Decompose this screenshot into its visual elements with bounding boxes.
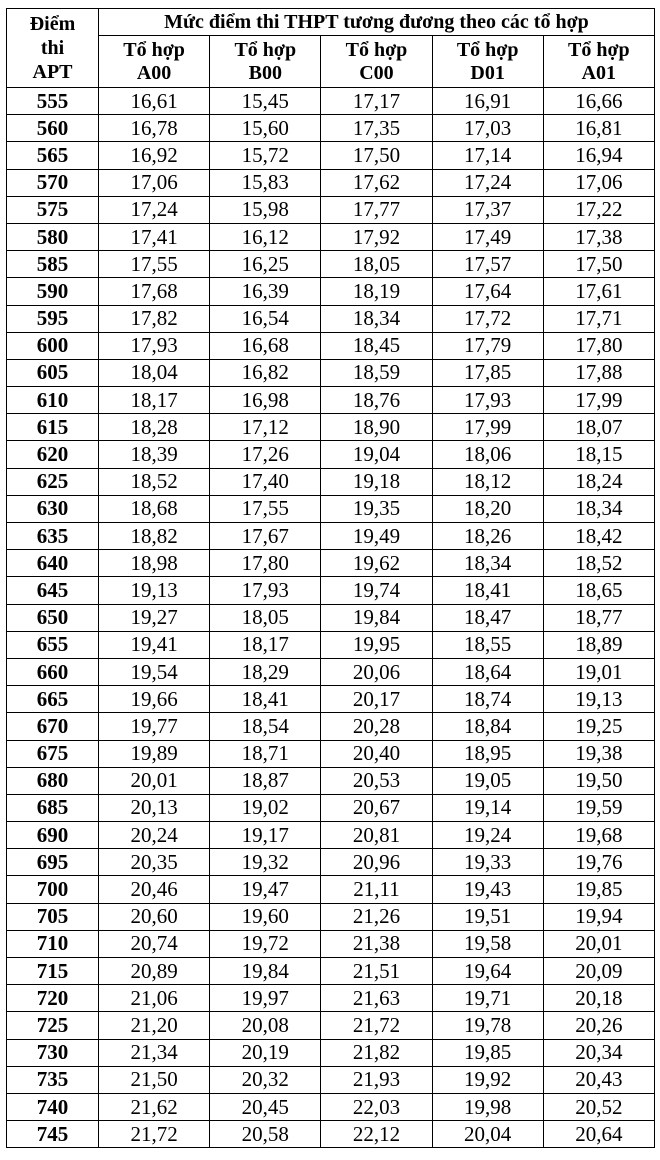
table-row xyxy=(7,958,655,985)
equivalent-score-cell: 20,24 xyxy=(99,822,210,849)
equivalent-score-cell: 20,19 xyxy=(210,1039,321,1066)
apt-score-cell: 585 xyxy=(7,251,99,278)
equivalent-score-cell: 18,06 xyxy=(432,441,543,468)
equivalent-score-cell: 18,52 xyxy=(543,550,654,577)
apt-score-cell: 735 xyxy=(7,1066,99,1093)
apt-score-cell: 620 xyxy=(7,441,99,468)
table-row xyxy=(7,1012,655,1039)
equivalent-score-cell: 17,85 xyxy=(432,359,543,386)
equivalent-score-cell: 15,60 xyxy=(210,115,321,142)
equivalent-score-cell: 19,94 xyxy=(543,903,654,930)
equivalent-score-cell: 19,59 xyxy=(543,794,654,821)
equivalent-score-cell: 17,92 xyxy=(321,223,432,250)
table-row xyxy=(7,550,655,577)
equivalent-score-cell: 17,35 xyxy=(321,115,432,142)
equivalent-score-cell: 18,19 xyxy=(321,278,432,305)
equivalent-score-cell: 18,64 xyxy=(432,658,543,685)
equivalent-score-cell: 18,41 xyxy=(432,577,543,604)
equivalent-score-cell: 16,82 xyxy=(210,359,321,386)
equivalent-score-cell: 17,14 xyxy=(432,142,543,169)
equivalent-score-cell: 17,68 xyxy=(99,278,210,305)
equivalent-score-cell: 20,74 xyxy=(99,930,210,957)
equivalent-score-cell: 20,60 xyxy=(99,903,210,930)
equivalent-score-cell: 17,64 xyxy=(432,278,543,305)
table-row xyxy=(7,740,655,767)
equivalent-score-cell: 16,54 xyxy=(210,305,321,332)
equivalent-score-cell: 15,45 xyxy=(210,88,321,115)
equivalent-score-cell: 18,29 xyxy=(210,658,321,685)
equivalent-score-cell: 18,04 xyxy=(99,359,210,386)
equivalent-score-cell: 19,49 xyxy=(321,523,432,550)
equivalent-score-cell: 17,12 xyxy=(210,414,321,441)
equivalent-score-cell: 20,01 xyxy=(543,930,654,957)
equivalent-score-cell: 15,83 xyxy=(210,169,321,196)
table-row xyxy=(7,359,655,386)
apt-score-cell: 600 xyxy=(7,332,99,359)
equivalent-score-cell: 22,03 xyxy=(321,1093,432,1120)
table-row xyxy=(7,278,655,305)
equivalent-score-cell: 20,34 xyxy=(543,1039,654,1066)
table-row xyxy=(7,658,655,685)
equivalent-score-cell: 18,77 xyxy=(543,604,654,631)
equivalent-score-cell: 19,76 xyxy=(543,849,654,876)
equivalent-score-cell: 19,85 xyxy=(432,1039,543,1066)
equivalent-score-cell: 19,60 xyxy=(210,903,321,930)
apt-score-cell: 720 xyxy=(7,985,99,1012)
equivalent-score-cell: 19,78 xyxy=(432,1012,543,1039)
equivalent-score-cell: 20,67 xyxy=(321,794,432,821)
equivalent-score-cell: 19,74 xyxy=(321,577,432,604)
combo-header-a01: Tổ hợp A01 xyxy=(543,36,654,88)
equivalent-score-cell: 17,57 xyxy=(432,251,543,278)
equivalent-score-cell: 19,35 xyxy=(321,495,432,522)
equivalent-score-cell: 17,72 xyxy=(432,305,543,332)
equivalent-score-cell: 16,91 xyxy=(432,88,543,115)
equivalent-score-cell: 18,55 xyxy=(432,631,543,658)
apt-score-cell: 700 xyxy=(7,876,99,903)
equivalent-score-cell: 19,13 xyxy=(543,686,654,713)
equivalent-score-cell: 16,94 xyxy=(543,142,654,169)
equivalent-score-cell: 19,51 xyxy=(432,903,543,930)
equivalent-score-cell: 20,46 xyxy=(99,876,210,903)
equivalent-score-cell: 19,25 xyxy=(543,713,654,740)
apt-score-cell: 610 xyxy=(7,387,99,414)
apt-score-cell: 695 xyxy=(7,849,99,876)
equivalent-score-cell: 20,06 xyxy=(321,658,432,685)
apt-score-cell: 570 xyxy=(7,169,99,196)
equivalent-score-cell: 18,84 xyxy=(432,713,543,740)
equivalent-score-cell: 18,17 xyxy=(99,387,210,414)
equivalent-score-cell: 20,01 xyxy=(99,767,210,794)
equivalent-score-cell: 18,20 xyxy=(432,495,543,522)
equivalent-score-cell: 17,38 xyxy=(543,223,654,250)
combo-header-d01: Tổ hợp D01 xyxy=(432,36,543,88)
table-row xyxy=(7,849,655,876)
equivalent-score-cell: 22,12 xyxy=(321,1121,432,1148)
equivalent-score-cell: 20,26 xyxy=(543,1012,654,1039)
equivalent-score-cell: 20,64 xyxy=(543,1121,654,1148)
table-row xyxy=(7,523,655,550)
apt-score-cell: 555 xyxy=(7,88,99,115)
equivalent-score-cell: 17,80 xyxy=(543,332,654,359)
equivalent-score-cell: 20,09 xyxy=(543,958,654,985)
apt-score-cell: 680 xyxy=(7,767,99,794)
equivalent-score-cell: 19,98 xyxy=(432,1093,543,1120)
equivalent-score-cell: 18,05 xyxy=(321,251,432,278)
equivalent-score-cell: 17,17 xyxy=(321,88,432,115)
equivalent-score-cell: 18,15 xyxy=(543,441,654,468)
equivalent-score-cell: 17,93 xyxy=(432,387,543,414)
equivalent-score-cell: 19,68 xyxy=(543,822,654,849)
equivalent-score-cell: 20,43 xyxy=(543,1066,654,1093)
apt-score-cell: 710 xyxy=(7,930,99,957)
equivalent-score-cell: 20,28 xyxy=(321,713,432,740)
equivalent-score-cell: 19,95 xyxy=(321,631,432,658)
equivalent-score-cell: 17,82 xyxy=(99,305,210,332)
equivalent-score-cell: 21,26 xyxy=(321,903,432,930)
equivalent-score-cell: 19,32 xyxy=(210,849,321,876)
apt-score-cell: 690 xyxy=(7,822,99,849)
table-row xyxy=(7,332,655,359)
equivalent-score-cell: 19,18 xyxy=(321,468,432,495)
equivalent-score-cell: 18,34 xyxy=(432,550,543,577)
equivalent-score-cell: 17,77 xyxy=(321,196,432,223)
equivalent-score-cell: 19,43 xyxy=(432,876,543,903)
equivalent-score-cell: 19,84 xyxy=(210,958,321,985)
equivalent-score-cell: 18,34 xyxy=(543,495,654,522)
table-row xyxy=(7,577,655,604)
equivalent-score-cell: 18,45 xyxy=(321,332,432,359)
apt-score-cell: 635 xyxy=(7,523,99,550)
combo-header-c00: Tổ hợp C00 xyxy=(321,36,432,88)
table-row xyxy=(7,604,655,631)
equivalent-score-cell: 19,72 xyxy=(210,930,321,957)
equivalent-score-cell: 21,63 xyxy=(321,985,432,1012)
equivalent-score-cell: 20,35 xyxy=(99,849,210,876)
equivalent-score-cell: 18,87 xyxy=(210,767,321,794)
equivalent-score-cell: 16,61 xyxy=(99,88,210,115)
table-row xyxy=(7,169,655,196)
apt-score-cell: 645 xyxy=(7,577,99,604)
equivalent-score-cell: 17,49 xyxy=(432,223,543,250)
equivalent-score-cell: 19,01 xyxy=(543,658,654,685)
equivalent-score-cell: 19,71 xyxy=(432,985,543,1012)
equivalent-score-cell: 21,34 xyxy=(99,1039,210,1066)
equivalent-score-cell: 17,88 xyxy=(543,359,654,386)
table-row xyxy=(7,686,655,713)
equivalent-score-cell: 18,68 xyxy=(99,495,210,522)
equivalent-score-cell: 18,54 xyxy=(210,713,321,740)
apt-score-cell: 670 xyxy=(7,713,99,740)
equivalent-score-cell: 19,54 xyxy=(99,658,210,685)
equivalent-score-cell: 18,26 xyxy=(432,523,543,550)
table-row xyxy=(7,1121,655,1148)
equivalent-score-cell: 17,79 xyxy=(432,332,543,359)
equivalent-score-cell: 20,58 xyxy=(210,1121,321,1148)
equivalent-score-cell: 19,97 xyxy=(210,985,321,1012)
equivalent-score-cell: 16,78 xyxy=(99,115,210,142)
equivalent-score-cell: 19,92 xyxy=(432,1066,543,1093)
equivalent-score-cell: 16,98 xyxy=(210,387,321,414)
equivalent-score-cell: 19,50 xyxy=(543,767,654,794)
equivalent-score-cell: 19,84 xyxy=(321,604,432,631)
table-row xyxy=(7,223,655,250)
equivalent-score-cell: 17,26 xyxy=(210,441,321,468)
equivalent-score-cell: 20,13 xyxy=(99,794,210,821)
equivalent-score-cell: 17,37 xyxy=(432,196,543,223)
equivalent-score-cell: 18,76 xyxy=(321,387,432,414)
equivalent-score-cell: 16,81 xyxy=(543,115,654,142)
equivalent-score-cell: 17,71 xyxy=(543,305,654,332)
equivalent-score-cell: 21,20 xyxy=(99,1012,210,1039)
equivalent-score-cell: 21,72 xyxy=(321,1012,432,1039)
equivalent-score-cell: 20,17 xyxy=(321,686,432,713)
equivalent-score-cell: 19,14 xyxy=(432,794,543,821)
apt-score-cell: 660 xyxy=(7,658,99,685)
equivalent-score-cell: 17,62 xyxy=(321,169,432,196)
equivalent-score-cell: 16,12 xyxy=(210,223,321,250)
equivalent-score-cell: 17,22 xyxy=(543,196,654,223)
equivalent-score-cell: 19,33 xyxy=(432,849,543,876)
equivalent-score-cell: 17,61 xyxy=(543,278,654,305)
equivalent-score-cell: 19,85 xyxy=(543,876,654,903)
apt-score-header xyxy=(7,9,99,88)
table-row xyxy=(7,985,655,1012)
equivalent-score-cell: 19,02 xyxy=(210,794,321,821)
table-row xyxy=(7,822,655,849)
apt-score-cell: 625 xyxy=(7,468,99,495)
apt-score-cell: 705 xyxy=(7,903,99,930)
equivalent-score-cell: 20,81 xyxy=(321,822,432,849)
equivalent-score-cell: 19,64 xyxy=(432,958,543,985)
apt-score-cell: 665 xyxy=(7,686,99,713)
equivalent-score-cell: 21,11 xyxy=(321,876,432,903)
equivalent-score-cell: 19,27 xyxy=(99,604,210,631)
equivalent-score-cell: 17,06 xyxy=(99,169,210,196)
equivalent-score-cell: 18,41 xyxy=(210,686,321,713)
equivalent-score-cell: 21,93 xyxy=(321,1066,432,1093)
equivalent-score-cell: 18,90 xyxy=(321,414,432,441)
equivalent-score-cell: 19,17 xyxy=(210,822,321,849)
equivalent-score-cell: 18,28 xyxy=(99,414,210,441)
combo-header-a00: Tổ hợp A00 xyxy=(99,36,210,88)
equivalent-score-cell: 19,58 xyxy=(432,930,543,957)
equivalent-score-cell: 18,24 xyxy=(543,468,654,495)
equivalent-score-cell: 17,50 xyxy=(543,251,654,278)
table-row xyxy=(7,142,655,169)
equivalent-score-cell: 19,38 xyxy=(543,740,654,767)
equivalent-score-cell: 17,55 xyxy=(210,495,321,522)
table-row xyxy=(7,1066,655,1093)
equivalent-score-cell: 18,98 xyxy=(99,550,210,577)
equivalent-score-cell: 17,99 xyxy=(432,414,543,441)
apt-score-cell: 655 xyxy=(7,631,99,658)
equivalent-score-cell: 15,98 xyxy=(210,196,321,223)
equivalent-score-cell: 17,67 xyxy=(210,523,321,550)
equivalent-score-cell: 17,93 xyxy=(99,332,210,359)
equivalent-score-cell: 19,62 xyxy=(321,550,432,577)
equivalent-score-cell: 18,71 xyxy=(210,740,321,767)
equivalent-score-cell: 19,66 xyxy=(99,686,210,713)
apt-score-cell: 725 xyxy=(7,1012,99,1039)
equivalent-score-cell: 21,82 xyxy=(321,1039,432,1066)
table-row xyxy=(7,414,655,441)
combo-group-header: Mức điểm thi THPT tương đương theo các tổ hợp xyxy=(99,9,655,36)
apt-header-line: APT xyxy=(32,61,73,83)
equivalent-score-cell: 18,39 xyxy=(99,441,210,468)
equivalent-score-cell: 18,12 xyxy=(432,468,543,495)
equivalent-score-cell: 20,04 xyxy=(432,1121,543,1148)
equivalent-score-cell: 19,13 xyxy=(99,577,210,604)
equivalent-score-cell: 21,62 xyxy=(99,1093,210,1120)
equivalent-score-cell: 19,04 xyxy=(321,441,432,468)
equivalent-score-cell: 20,53 xyxy=(321,767,432,794)
apt-score-cell: 580 xyxy=(7,223,99,250)
table-row xyxy=(7,495,655,522)
table-row xyxy=(7,115,655,142)
equivalent-score-cell: 19,41 xyxy=(99,631,210,658)
equivalent-score-cell: 18,82 xyxy=(99,523,210,550)
apt-score-cell: 560 xyxy=(7,115,99,142)
equivalent-score-cell: 21,38 xyxy=(321,930,432,957)
score-conversion-table xyxy=(6,8,655,1148)
equivalent-score-cell: 17,99 xyxy=(543,387,654,414)
table-body xyxy=(7,88,655,1148)
table-row xyxy=(7,468,655,495)
equivalent-score-cell: 16,66 xyxy=(543,88,654,115)
apt-score-cell: 590 xyxy=(7,278,99,305)
equivalent-score-cell: 20,08 xyxy=(210,1012,321,1039)
equivalent-score-cell: 18,52 xyxy=(99,468,210,495)
apt-score-cell: 575 xyxy=(7,196,99,223)
table-row xyxy=(7,876,655,903)
equivalent-score-cell: 17,50 xyxy=(321,142,432,169)
equivalent-score-cell: 20,96 xyxy=(321,849,432,876)
equivalent-score-cell: 20,18 xyxy=(543,985,654,1012)
apt-score-cell: 640 xyxy=(7,550,99,577)
table-row xyxy=(7,1039,655,1066)
equivalent-score-cell: 19,77 xyxy=(99,713,210,740)
table-row xyxy=(7,251,655,278)
apt-score-cell: 565 xyxy=(7,142,99,169)
table-row xyxy=(7,305,655,332)
apt-header-line: Điểm xyxy=(29,13,76,35)
equivalent-score-cell: 18,95 xyxy=(432,740,543,767)
table-row xyxy=(7,88,655,115)
apt-header-line: thi xyxy=(40,37,65,59)
equivalent-score-cell: 17,06 xyxy=(543,169,654,196)
table-row xyxy=(7,794,655,821)
equivalent-score-cell: 18,89 xyxy=(543,631,654,658)
equivalent-score-cell: 16,92 xyxy=(99,142,210,169)
equivalent-score-cell: 17,40 xyxy=(210,468,321,495)
table-row xyxy=(7,903,655,930)
equivalent-score-cell: 18,47 xyxy=(432,604,543,631)
equivalent-score-cell: 17,24 xyxy=(99,196,210,223)
equivalent-score-cell: 19,89 xyxy=(99,740,210,767)
table-row xyxy=(7,441,655,468)
apt-score-cell: 745 xyxy=(7,1121,99,1148)
apt-score-cell: 630 xyxy=(7,495,99,522)
equivalent-score-cell: 18,74 xyxy=(432,686,543,713)
equivalent-score-cell: 18,05 xyxy=(210,604,321,631)
apt-score-cell: 675 xyxy=(7,740,99,767)
table-row xyxy=(7,767,655,794)
table-row xyxy=(7,713,655,740)
apt-score-cell: 595 xyxy=(7,305,99,332)
equivalent-score-cell: 18,34 xyxy=(321,305,432,332)
equivalent-score-cell: 21,51 xyxy=(321,958,432,985)
equivalent-score-cell: 18,59 xyxy=(321,359,432,386)
equivalent-score-cell: 19,24 xyxy=(432,822,543,849)
apt-score-cell: 615 xyxy=(7,414,99,441)
equivalent-score-cell: 16,68 xyxy=(210,332,321,359)
equivalent-score-cell: 17,93 xyxy=(210,577,321,604)
apt-score-cell: 685 xyxy=(7,794,99,821)
equivalent-score-cell: 20,40 xyxy=(321,740,432,767)
equivalent-score-cell: 21,50 xyxy=(99,1066,210,1093)
table-row xyxy=(7,387,655,414)
equivalent-score-cell: 18,17 xyxy=(210,631,321,658)
table-row xyxy=(7,196,655,223)
equivalent-score-cell: 17,24 xyxy=(432,169,543,196)
equivalent-score-cell: 21,72 xyxy=(99,1121,210,1148)
equivalent-score-cell: 19,05 xyxy=(432,767,543,794)
equivalent-score-cell: 20,52 xyxy=(543,1093,654,1120)
combo-header-b00: Tổ hợp B00 xyxy=(210,36,321,88)
equivalent-score-cell: 19,47 xyxy=(210,876,321,903)
apt-score-cell: 605 xyxy=(7,359,99,386)
apt-score-cell: 715 xyxy=(7,958,99,985)
equivalent-score-cell: 20,45 xyxy=(210,1093,321,1120)
equivalent-score-cell: 17,41 xyxy=(99,223,210,250)
equivalent-score-cell: 15,72 xyxy=(210,142,321,169)
apt-score-cell: 650 xyxy=(7,604,99,631)
equivalent-score-cell: 17,80 xyxy=(210,550,321,577)
table-row xyxy=(7,930,655,957)
equivalent-score-cell: 20,32 xyxy=(210,1066,321,1093)
table-row xyxy=(7,1093,655,1120)
equivalent-score-cell: 16,25 xyxy=(210,251,321,278)
apt-score-cell: 740 xyxy=(7,1093,99,1120)
equivalent-score-cell: 16,39 xyxy=(210,278,321,305)
equivalent-score-cell: 21,06 xyxy=(99,985,210,1012)
apt-score-cell: 730 xyxy=(7,1039,99,1066)
equivalent-score-cell: 18,07 xyxy=(543,414,654,441)
equivalent-score-cell: 17,03 xyxy=(432,115,543,142)
equivalent-score-cell: 18,65 xyxy=(543,577,654,604)
table-row xyxy=(7,631,655,658)
equivalent-score-cell: 20,89 xyxy=(99,958,210,985)
equivalent-score-cell: 17,55 xyxy=(99,251,210,278)
equivalent-score-cell: 18,42 xyxy=(543,523,654,550)
